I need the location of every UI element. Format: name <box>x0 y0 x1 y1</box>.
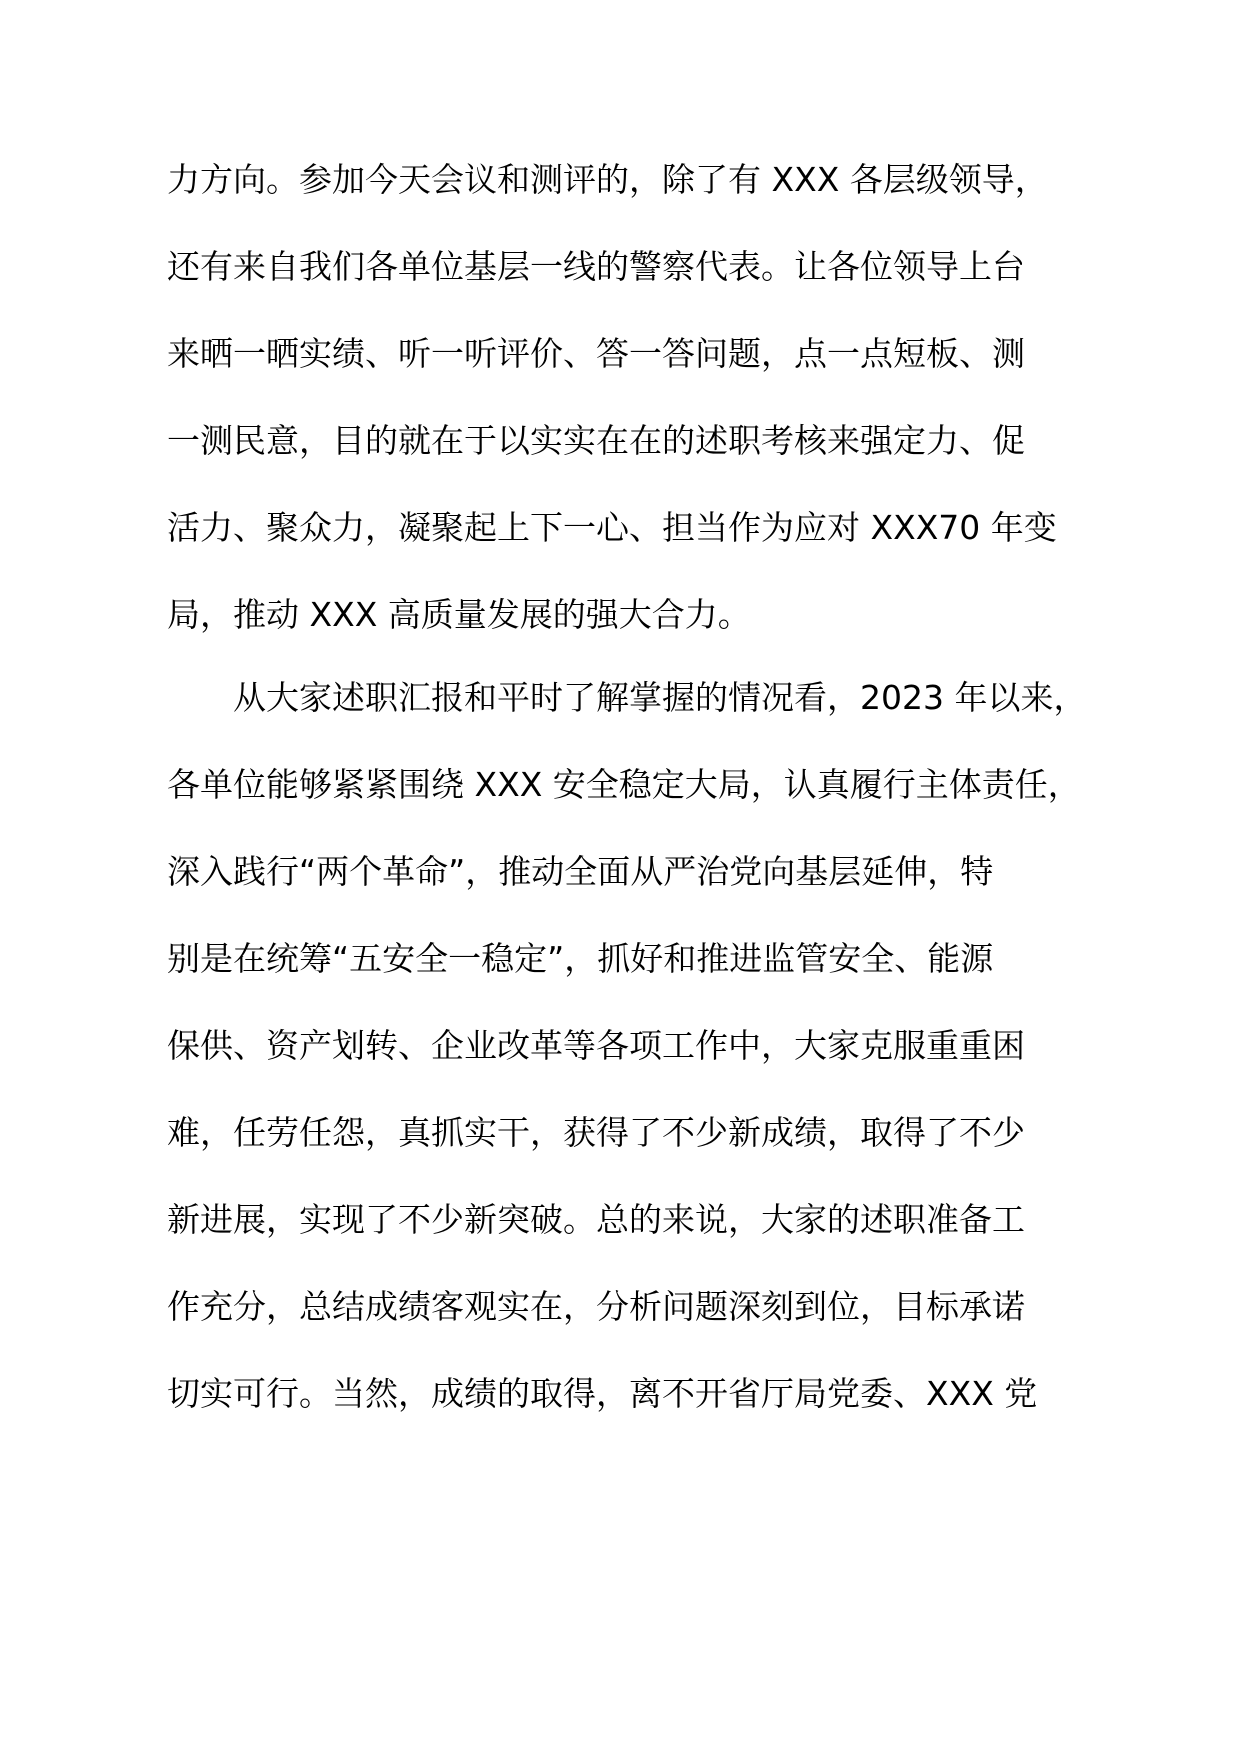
text-line: 新进展，实现了不少新突破。总的来说，大家的述职准备工 <box>167 1200 1025 1239</box>
text-line: 局，推动 XXX 高质量发展的强大合力。 <box>167 595 751 634</box>
text-line: 深入践行“两个革命”，推动全面从严治党向基层延伸，特 <box>167 852 994 891</box>
text-line: 作充分，总结成绩客观实在，分析问题深刻到位，目标承诺 <box>167 1287 1025 1326</box>
text-line: 难，任劳任怨，真抓实干，获得了不少新成绩，取得了不少 <box>167 1113 1025 1152</box>
paragraph-first-line: 从大家述职汇报和平时了解掌握的情况看，2023 年以来， <box>233 678 1087 717</box>
text-line: 别是在统筹“五安全一稳定”，抓好和推进监管安全、能源 <box>167 939 994 978</box>
text-line: 活力、聚众力，凝聚起上下一心、担当作为应对 XXX70 年变 <box>167 508 1057 547</box>
text-line: 保供、资产划转、企业改革等各项工作中，大家克服重重困 <box>167 1026 1025 1065</box>
text-line: 一测民意，目的就在于以实实在在的述职考核来强定力、促 <box>167 421 1025 460</box>
text-line: 切实可行。当然，成绩的取得，离不开省厅局党委、XXX 党 <box>167 1374 1038 1413</box>
text-line: 来晒一晒实绩、听一听评价、答一答问题，点一点短板、测 <box>167 334 1025 373</box>
text-line: 各单位能够紧紧围绕 XXX 安全稳定大局，认真履行主体责任， <box>167 765 1081 804</box>
text-line: 还有来自我们各单位基层一线的警察代表。让各位领导上台 <box>167 247 1025 286</box>
text-line: 力方向。参加今天会议和测评的，除了有 XXX 各层级领导， <box>167 160 1048 199</box>
